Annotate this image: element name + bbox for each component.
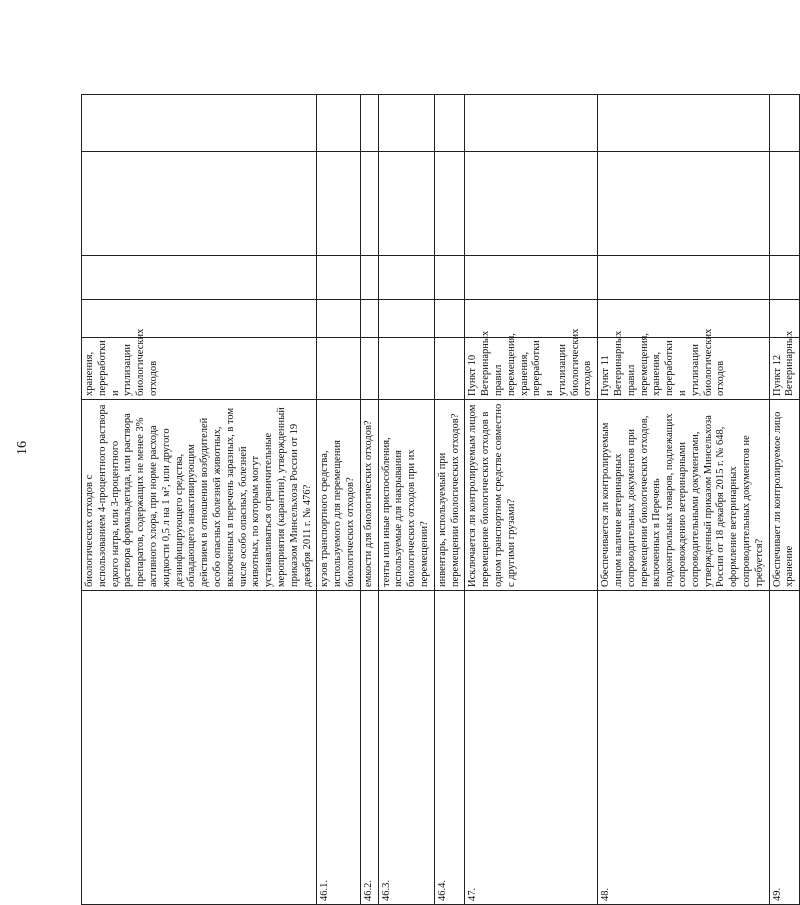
row-answer-yes bbox=[360, 300, 378, 338]
rotated-table-container bbox=[81, 95, 796, 905]
row-answer-no bbox=[434, 256, 465, 300]
row-reference: Пункт 10 Ветеринарных правил перемещения, хранения, переработки и утилизации биологических отходов bbox=[465, 338, 598, 400]
row-answer-na bbox=[378, 152, 434, 256]
row-reference bbox=[317, 338, 360, 400]
row-answer-yes bbox=[82, 300, 317, 338]
row-reference: Пункт 12 Ветеринарных bbox=[769, 338, 800, 400]
row-question: Обеспечивается ли контролируемым лицом наличие ветеринарных сопроводительных документов при перемещении биологических отходов, включенных в Перечень подконтрольных товаров, подлежащих сопровождению ветеринарными сопроводительными документами, утвержденный приказом Минсельхоза России от 18 декабря 2015 г. № 648, оформление ветеринарных сопроводительных документов не требуется? bbox=[598, 400, 769, 591]
row-answer-na bbox=[598, 152, 769, 256]
page-number: 16 bbox=[15, 441, 30, 455]
row-question: Обеспечивает ли контролируемое лицо хранение bbox=[769, 400, 800, 591]
row-question: тенты или иные приспособления, используемые для накрывания биологических отходов при их перемещении? bbox=[378, 400, 434, 591]
row-answer-yes bbox=[434, 300, 465, 338]
checklist-table bbox=[81, 94, 800, 905]
row-answer-no bbox=[598, 256, 769, 300]
row-note bbox=[360, 95, 378, 152]
table-row bbox=[434, 95, 465, 905]
row-reference: Пункт 11 Ветеринарных правил перемещения, хранения, переработки и утилизации биологических отходов bbox=[598, 338, 769, 400]
row-answer-na bbox=[434, 152, 465, 256]
row-reference bbox=[360, 338, 378, 400]
row-number: 48. bbox=[598, 591, 769, 905]
row-reference bbox=[434, 338, 465, 400]
row-reference bbox=[378, 338, 434, 400]
row-question: инвентарь, используемый при перемещении биологических отходов? bbox=[434, 400, 465, 591]
row-answer-na bbox=[360, 152, 378, 256]
row-question: биологических отходов с использованием 4-процентного раствора едкого натра, или 3-процентного раствора формальдегида, или раствора препаратов, содержащих не менее 3% активного хлора, при норме расхода жидкости 0,5 л на 1 м², или другого дезинфицирующего средства, обладающего инактивирующим действием в отношении возбудителей особо опасных болезней животных, включенных в перечень заразных, в том числе особо опасных, болезней животных, по которым могут устанавливаться ограничительные мероприятия (карантин), утвержденный приказом Минсельхоза России от 19 декабря 2011 г. № 476? bbox=[82, 400, 317, 591]
row-answer-na bbox=[465, 152, 598, 256]
table-row bbox=[465, 95, 598, 905]
row-number: 49. bbox=[769, 591, 800, 905]
row-answer-no bbox=[769, 256, 800, 300]
row-answer-no bbox=[378, 256, 434, 300]
row-note bbox=[82, 95, 317, 152]
row-question: кузов транспортного средства, используемого для перемещения биологических отходов? bbox=[317, 400, 360, 591]
table-row bbox=[378, 95, 434, 905]
row-question: емкости для биологических отходов? bbox=[360, 400, 378, 591]
row-note bbox=[769, 95, 800, 152]
row-note bbox=[465, 95, 598, 152]
row-answer-no bbox=[465, 256, 598, 300]
row-answer-no bbox=[82, 256, 317, 300]
table-row bbox=[769, 95, 800, 905]
row-answer-yes bbox=[317, 300, 360, 338]
row-reference: хранения, переработки и утилизации биологических отходов bbox=[82, 338, 317, 400]
row-note bbox=[378, 95, 434, 152]
row-answer-na bbox=[769, 152, 800, 256]
row-question: Исключается ли контролируемым лицом перемещение биологических отходов в одном транспортном средстве совместно с другими грузами? bbox=[465, 400, 598, 591]
table-row bbox=[360, 95, 378, 905]
row-number: 46.3. bbox=[378, 591, 434, 905]
row-note bbox=[317, 95, 360, 152]
row-number bbox=[82, 591, 317, 905]
table-row bbox=[598, 95, 769, 905]
row-number: 46.4. bbox=[434, 591, 465, 905]
table-row bbox=[317, 95, 360, 905]
row-answer-yes bbox=[378, 300, 434, 338]
row-note bbox=[434, 95, 465, 152]
row-answer-na bbox=[82, 152, 317, 256]
row-number: 46.2. bbox=[360, 591, 378, 905]
row-answer-na bbox=[317, 152, 360, 256]
row-answer-no bbox=[360, 256, 378, 300]
table-row bbox=[82, 95, 317, 905]
row-number: 46.1. bbox=[317, 591, 360, 905]
row-note bbox=[598, 95, 769, 152]
row-number: 47. bbox=[465, 591, 598, 905]
row-answer-no bbox=[317, 256, 360, 300]
